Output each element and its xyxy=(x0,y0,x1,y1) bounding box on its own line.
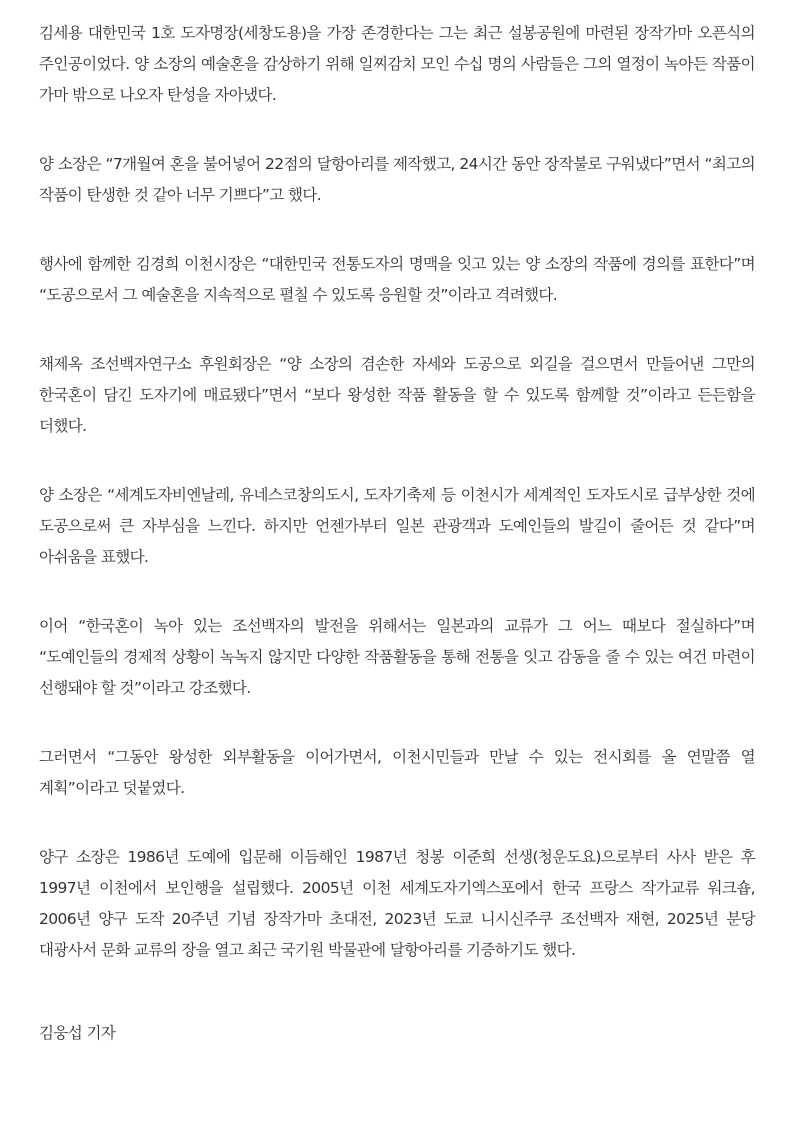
article-paragraph: 양 소장은 “세계도자비엔날레, 유네스코창의도시, 도자기축제 등 이천시가 세계적인 도자도시로 급부상한 것에 도공으로써 큰 자부심을 느낀다. 하지만 언젠가부터 일본 관광객과 도예인들의 발길이 줄어든 것 같다”며 아쉬움을 표했다. xyxy=(39,486,755,566)
article-paragraph: 그러면서 “그동안 왕성한 외부활동을 이어가면서, 이천시민들과 만날 수 있는 전시회를 올 연말쯤 열 계획”이라고 덧붙였다. xyxy=(39,748,755,797)
article-body xyxy=(39,18,755,1049)
reporter-byline: 김웅섭 기자 xyxy=(39,1024,116,1042)
article-paragraph: 채제옥 조선백자연구소 후원회장은 “양 소장의 겸손한 자세와 도공으로 외길을 걸으면서 만들어낸 그만의 한국혼이 담긴 도자기에 매료됐다”면서 “보다 왕성한 작품 활동을 할 수 있도록 함께할 것”이라고 든든함을 더했다. xyxy=(39,355,755,435)
article-paragraph: 행사에 함께한 김경희 이천시장은 “대한민국 전통도자의 명맥을 잇고 있는 양 소장의 작품에 경의를 표한다”며 “도공으로서 그 예술혼을 지속적으로 펼칠 수 있도록 응원할 것”이라고 격려했다. xyxy=(39,255,755,304)
article-paragraph: 이어 “한국혼이 녹아 있는 조선백자의 발전을 위해서는 일본과의 교류가 그 어느 때보다 절실하다”며 “도예인들의 경제적 상황이 녹녹지 않지만 다양한 작품활동을 통해 전통을 잇고 감동을 줄 수 있는 여건 마련이 선행돼야 할 것”이라고 강조했다. xyxy=(39,617,755,697)
article-paragraph: 양구 소장은 1986년 도예에 입문해 이듬해인 1987년 청봉 이준희 선생(청운도요)으로부터 사사 받은 후 1997년 이천에서 보인행을 설립했다. 2005년 이천 세계도자기엑스포에서 한국 프랑스 작가교류 워크숍, 2006년 양구 도작 20주년 기념 장작가마 초대전, 2023년 도쿄 니시신주쿠 조선백자 재현, 2025년 분당 대광사서 문화 교류의 장을 열고 최근 국기원 박물관에 달항아리를 기증하기도 했다. xyxy=(39,848,755,959)
article-paragraph: 김세용 대한민국 1호 도자명장(세창도용)을 가장 존경한다는 그는 최근 설봉공원에 마련된 장작가마 오픈식의 주인공이었다. 양 소장의 예술혼을 감상하기 위해 일찌감치 모인 수십 명의 사람들은 그의 열정이 녹아든 작품이 가마 밖으로 나오자 탄성을 자아냈다. xyxy=(39,24,755,104)
article-paragraph: 양 소장은 “7개월여 혼을 불어넣어 22점의 달항아리를 제작했고, 24시간 동안 장작불로 구워냈다”면서 “최고의 작품이 탄생한 것 같아 너무 기쁘다”고 했다. xyxy=(39,155,755,204)
